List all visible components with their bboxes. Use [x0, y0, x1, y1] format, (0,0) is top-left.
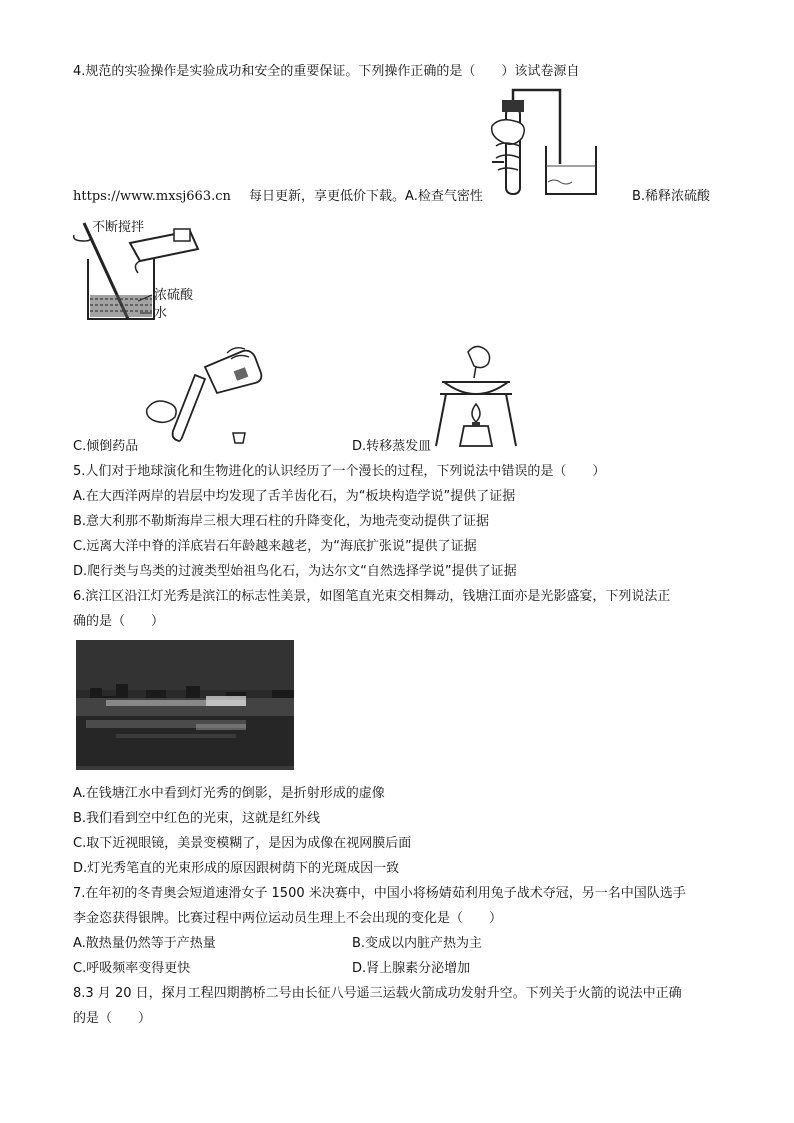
- q5-stem: 5.人们对于地球演化和生物进化的认识经历了一个漫长的过程，下列说法中错误的是（ ）: [73, 464, 606, 479]
- q6-option-a: A.在钱塘江水中看到灯光秀的倒影，是折射形成的虚像: [73, 786, 385, 801]
- figure-a-airtight-check: [488, 86, 604, 198]
- q7-option-c: C.呼吸频率变得更快: [73, 961, 191, 976]
- q7-option-a: A.散热量仍然等于产热量: [73, 936, 216, 951]
- q8-stem-line2: 的是（ ）: [73, 1011, 152, 1026]
- q8-stem-line1: 8.3 月 20 日，探月工程四期鹊桥二号由长征八号遥三运载火箭成功发射升空。下列关于火箭的说法中正确: [73, 986, 682, 1001]
- q4-option-a: A.检查气密性: [405, 189, 483, 204]
- q5-option-d: D.爬行类与鸟类的过渡类型始祖鸟化石，为达尔文“自然选择学说”提供了证据: [73, 564, 517, 579]
- q7-stem-line1: 7.在年初的冬青奥会短道速滑女子 1500 米决赛中，中国小将杨婧茹利用兔子战术夺冠，另一名中国队选手: [73, 886, 686, 901]
- q6-option-b: B.我们看到空中红色的光束，这就是红外线: [73, 811, 321, 826]
- figure-c-pour-reagent: [145, 345, 267, 447]
- q6-stem-line2: 确的是（ ）: [73, 614, 165, 629]
- figure-d-move-evaporating-dish: [432, 342, 520, 448]
- q7-option-b: B.变成以内脏产热为主: [352, 936, 483, 951]
- source-note: 每日更新，享更低价下载。: [249, 189, 406, 204]
- q5-option-a: A.在大西洋两岸的岩层中均发现了舌羊齿化石，为“板块构造学说”提供了证据: [73, 489, 516, 504]
- fig-b-label-water: 水: [154, 306, 168, 321]
- q7-stem-line2: 李金恣获得银牌。比赛过程中两位运动员生理上不会出现的变化是（ ）: [73, 911, 503, 926]
- light-show-photo: [76, 640, 294, 770]
- q4-option-b: B.稀释浓硫酸: [632, 189, 711, 204]
- source-url: https://www.mxsj663.cn: [73, 189, 231, 204]
- q6-stem-line1: 6.滨江区沿江灯光秀是滨江的标志性美景，如图笔直光束交相舞动，钱塘江面亦是光影盛宴，下列说法正: [73, 589, 671, 604]
- q5-option-b: B.意大利那不勒斯海岸三根大理石柱的升降变化，为地壳变动提供了证据: [73, 514, 490, 529]
- q4-stem: 4.规范的实验操作是实验成功和安全的重要保证。下列操作正确的是（ ）该试卷源自: [73, 64, 580, 79]
- figure-b-dilute-sulfuric-acid: [70, 215, 210, 327]
- fig-b-label-acid: 浓硫酸: [154, 288, 194, 303]
- fig-b-label-stir: 不断搅拌: [92, 220, 145, 235]
- q6-option-d: D.灯光秀笔直的光束形成的原因跟树荫下的光斑成因一致: [73, 861, 400, 876]
- q5-option-c: C.远离大洋中脊的洋底岩石年龄越来越老，为“海底扩张说”提供了证据: [73, 539, 477, 554]
- q4-option-d: D.转移蒸发皿: [352, 439, 432, 454]
- q6-option-c: C.取下近视眼镜，美景变模糊了，是因为成像在视网膜后面: [73, 836, 412, 851]
- q4-source-line: [73, 188, 483, 206]
- q4-option-c: C.倾倒药品: [73, 439, 139, 454]
- q7-option-d: D.肾上腺素分泌增加: [352, 961, 471, 976]
